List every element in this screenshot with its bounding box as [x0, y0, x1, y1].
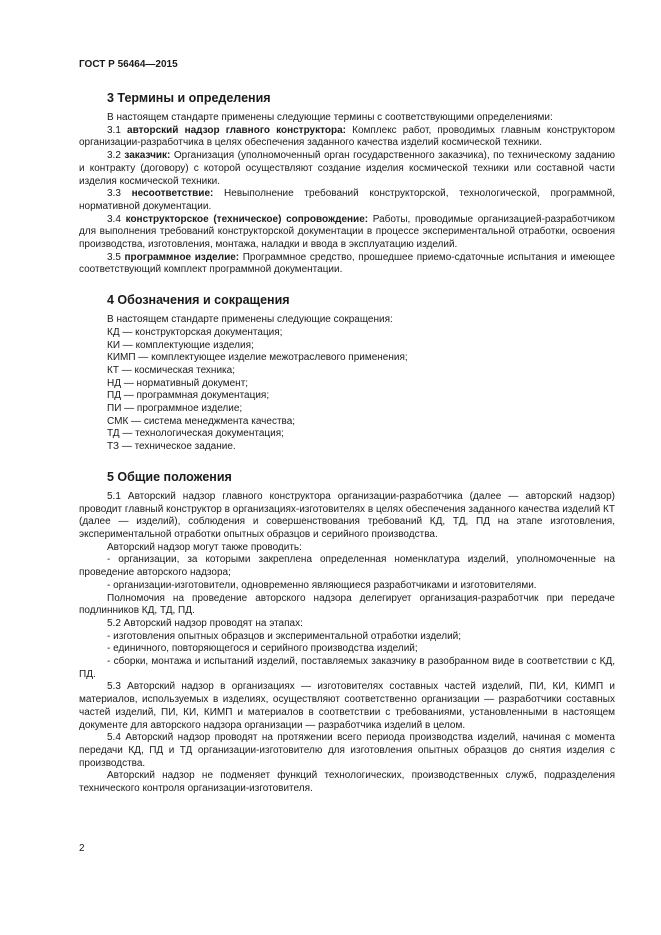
paragraph: Авторский надзор не подменяет функций технологических, производственных служб, подразделения технического контроля организации-изготовителя. — [79, 770, 615, 795]
term-definition: Программное средство, прошедшее приемо-сдаточные испытания и имеющее соответствующий комплект программной документации. — [79, 251, 616, 276]
list-item: - организации-изготовители, одновременно являющиеся разработчиками и изготовителями. — [107, 579, 537, 591]
section-3-intro: В настоящем стандарте применены следующие термины с соответствующими определениями: — [107, 112, 553, 123]
term-name: заказчик: — [124, 150, 171, 162]
term-3-1 — [79, 125, 615, 150]
term-name: авторский надзор главного конструктора: — [127, 124, 346, 136]
term-definition: Комплекс работ, проводимых главным конструктором организации-разработчика в целях обеспечения заданного качества изделий космической техники. — [79, 124, 616, 149]
section-4-title: 4 Обозначения и сокращения — [107, 293, 290, 308]
document-body — [79, 91, 615, 796]
abbreviation-item: НД — нормативный документ; — [107, 377, 249, 389]
section-3-title: 3 Термины и определения — [107, 91, 271, 105]
term-3-5 — [79, 252, 615, 277]
abbreviation-item: КТ — космическая техника; — [107, 364, 235, 376]
term-3-4 — [79, 214, 615, 252]
abbreviation-item: ПД — программная документация; — [107, 390, 270, 402]
clause-5-2: 5.2 Авторский надзор проводят на этапах: — [107, 617, 303, 629]
term-name: несоответствие: — [131, 188, 214, 200]
list-item: - изготовления опытных образцов и экспериментальной отработки изделий; — [107, 630, 462, 642]
abbreviation-item: КИ — комплектующие изделия; — [107, 339, 254, 351]
list-item: - организации, за которыми закреплена определенная номенклатура изделий, уполномоченные на проведение авторского надзора; — [79, 554, 615, 579]
abbreviation-item: ТД — технологическая документация; — [107, 428, 284, 440]
term-3-3 — [79, 188, 615, 213]
term-name: конструкторское (техническое) сопровождение: — [125, 213, 369, 225]
paragraph: Авторский надзор могут также проводить: — [107, 541, 302, 553]
abbreviation-item: ТЗ — техническое задание. — [107, 441, 236, 453]
term-number: 3.3 — [107, 188, 132, 200]
page-number: 2 — [79, 843, 85, 854]
term-name: программное изделие: — [124, 251, 240, 263]
term-number: 3.1 — [107, 124, 128, 136]
abbreviation-item: КИМП — комплектующее изделие межотраслевого применения; — [107, 352, 408, 364]
term-definition: Организация (уполномоченный орган государственного заказчика), по техническому заданию и контракту (договору) с которой осуществляют создание изделия космической техники или составной части изделия космической техники. — [79, 150, 615, 187]
section-4-intro: В настоящем стандарте применены следующие сокращения: — [107, 314, 393, 326]
term-number: 3.2 — [107, 150, 125, 162]
page-header: ГОСТ Р 56464—2015 — [79, 59, 178, 70]
section-5-title: 5 Общие положения — [107, 469, 232, 484]
abbreviation-item: СМК — система менеджмента качества; — [107, 415, 296, 427]
term-definition: Работы, проводимые организацией-разработчиком для выполнения требований конструкторской документации в процессе экспериментальной отработки, освоения производства, изготовления, монтажа, наладки и ввода в эксплуатацию изделий. — [79, 213, 615, 251]
abbreviation-item: ПИ — программное изделие; — [107, 403, 243, 415]
clause-5-3: 5.3 Авторский надзор в организациях — изготовителях составных частей изделий, ПИ, КИ, КИМП и материалов, используемых в изделиях, осуществляют соответственно организации — разработчики составных частей изделий, ПИ, КИ, КИМП и материалов в соответствии с требованиями, установленными в настоящем документе для авторского надзора организации — разработчика изделий в целом. — [79, 681, 615, 731]
paragraph: Полномочия на проведение авторского надзора делегирует организация-разработчик при передаче подлинников КД, ТД, ПД. — [79, 592, 615, 617]
list-item: - единичного, повторяющегося и серийного производства изделий; — [107, 643, 418, 655]
term-definition: Невыполнение требований конструкторской, технологической, программной, нормативной документации. — [79, 188, 615, 212]
term-number: 3.4 — [107, 213, 126, 225]
term-3-2 — [79, 150, 615, 188]
clause-5-4: 5.4 Авторский надзор проводят на протяжении всего периода производства изделий, начиная с момента передачи КД, ПД и ТД организации-изготовителю для изготовления опытных образцов до снятия изделия с производства. — [79, 732, 615, 769]
term-number: 3.5 — [107, 251, 125, 263]
list-item: - сборки, монтажа и испытаний изделий, поставляемых заказчику в разобранном виде в соответствии с КД, ПД. — [79, 656, 615, 680]
abbreviation-item: КД — конструкторская документация; — [107, 326, 283, 338]
clause-5-1: 5.1 Авторский надзор главного конструктора организации-разработчика (далее — авторский надзор) проводит главный конструктор в организациях-изготовителях в целях обеспечения заданного качества изделий КТ (далее — изделий), соблюдения и совершенствования требований КД, ТД, ПД на этапе изготовления, экспериментальной отработки опытных образцов и серийного производства. — [79, 490, 615, 540]
